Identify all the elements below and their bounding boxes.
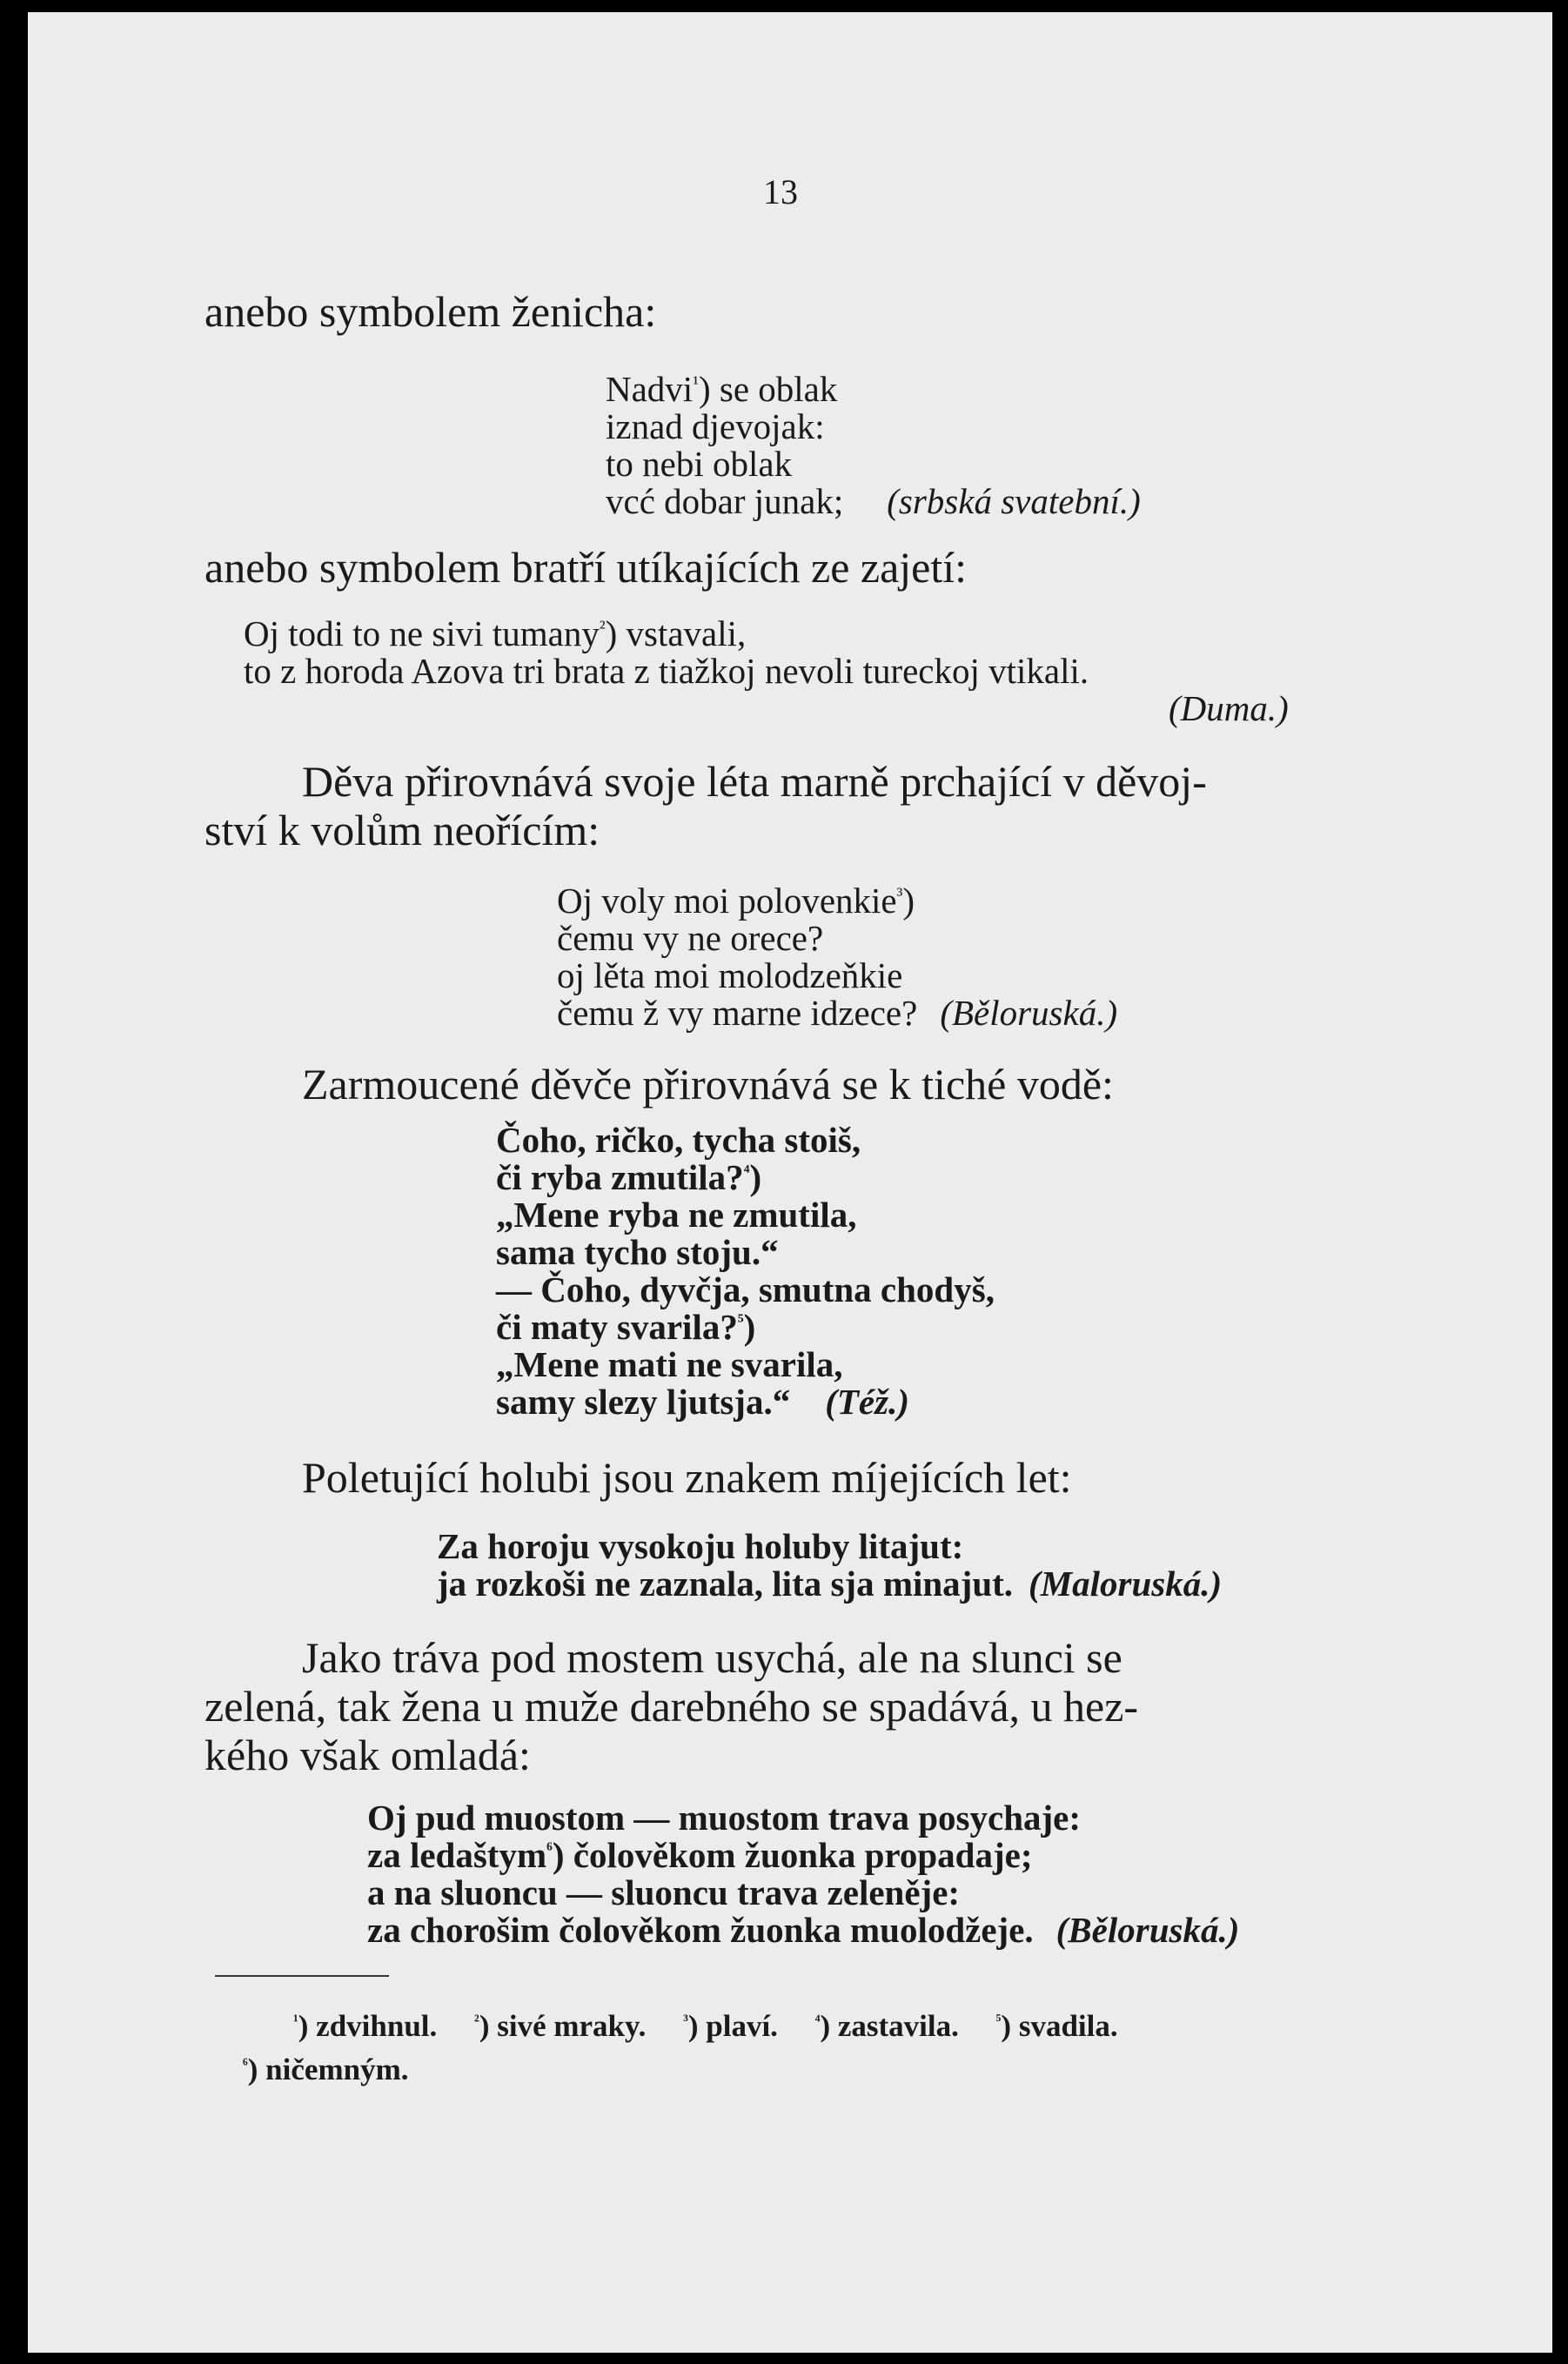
source-teze: (Též.) — [825, 1382, 909, 1422]
paragraph-1: anebo symbolem ženicha: — [204, 287, 657, 336]
source-beloruska-2: (Běloruská.) — [1055, 1910, 1240, 1950]
source-srbska: (srbská svatební.) — [887, 481, 1141, 521]
paragraph-4: Zarmoucené děvče přirovnává se k tiché vodě: — [302, 1060, 1114, 1108]
footnotes: $^{^1}$) zdvihnul. $^{^2}$) sivé mraky. $^{^3}$) plaví. $^{^4}$) zastavila. $^{^5}$) svadila. $^{^6}$) ničemným. — [243, 2009, 1118, 2086]
verse-srbska: Nadvi$^{^1}$) se oblak iznad djevojak: to nebi oblak vcć dobar junak; (srbská svatební.) — [606, 369, 1141, 521]
verse-beloruska-2: Oj pud muostom — muostom trava posychaje: za ledaštym$^{^6}$) čolověkom žuonka propadaje; a na sluoncu — sluoncu trava zeleněje: za chorošim čolověkom žuonka muolodžeje. (Běloruská.) — [367, 1798, 1240, 1950]
page-number: 13 — [763, 172, 798, 211]
source-beloruska-1: (Běloruská.) — [940, 993, 1118, 1033]
book-page — [28, 12, 1552, 2353]
verse-duma: Oj todi to ne sivi tumany$^{^2}$) vstavali, to z horoda Azova tri brata z tiažkoj nevoli tureckoj vtikali. — [244, 613, 1089, 691]
footnote-rule — [215, 1975, 389, 1977]
verse-maloruska: Za horoju vysokoju holuby litajut: ja rozkoši ne zaznala, lita sja minajut. (Maloruská.) — [437, 1526, 1223, 1604]
source-duma: (Duma.) — [1169, 688, 1289, 728]
paragraph-3: Děva přirovnává svoje léta marně prchající v děvoj- ství k volům neořícím: — [204, 757, 1207, 854]
paragraph-6: Jako tráva pod mostem usychá, ale na slunci se zelená, tak žena u muže darebného se spadává, u hez- kého však omladá: — [204, 1633, 1139, 1779]
verse-beloruska-1: Oj voly moi polovenkie$^{^3}$) čemu vy ne orece? oj lěta moi molodzeňkie čemu ž vy marne idzece? (Běloruská.) — [557, 881, 1118, 1033]
source-maloruska: (Maloruská.) — [1029, 1564, 1223, 1604]
verse-teze: Čoho, ričko, tycha stoiš, či ryba zmutila?$^{^4}$) „Mene ryba ne zmutila, sama tycho stoju.“ — Čoho, dyvčja, smutna chodyš, či maty svarila?$^{^5}$) „Mene mati ne svarila, samy slezy ljutsja.“ (Též.) — [496, 1120, 995, 1422]
paragraph-5: Poletující holubi jsou znakem míjejících let: — [302, 1453, 1072, 1502]
paragraph-2: anebo symbolem bratří utíkajících ze zajetí: — [204, 543, 968, 592]
